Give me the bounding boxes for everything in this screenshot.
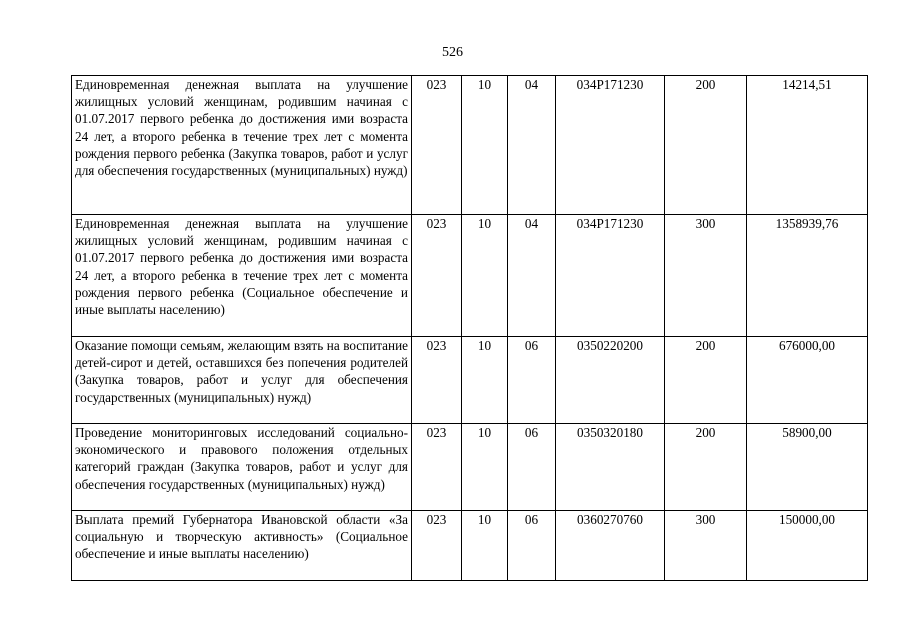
row-ministry-code: 023 xyxy=(412,511,462,581)
row-ministry-code: 023 xyxy=(412,215,462,337)
table-row xyxy=(72,76,868,215)
row-subsection-code: 06 xyxy=(508,337,556,424)
row-subsection-code: 04 xyxy=(508,76,556,215)
row-target-article: 0360270760 xyxy=(556,511,665,581)
row-target-article: 034P171230 xyxy=(556,215,665,337)
row-target-article: 0350220200 xyxy=(556,337,665,424)
row-description: Выплата премий Губернатора Ивановской области «За социальную и творческую активность» (Социальное обеспечение и иные выплаты населению) xyxy=(72,511,412,581)
row-description: Единовременная денежная выплата на улучшение жилищных условий женщинам, родившим начиная с 01.07.2017 первого ребенка до достижения ими возраста 24 лет, а второго ребенка в течение трех лет с момента рождения первого ребенка (Закупка товаров, работ и услуг для обеспечения государственных (муниципальных) нужд) xyxy=(72,76,412,215)
table-row xyxy=(72,215,868,337)
page-number: 526 xyxy=(442,45,463,60)
row-description: Проведение мониторинговых исследований социально-экономического и правового положения отдельных категорий граждан (Закупка товаров, работ и услуг для обеспечения государственных (муниципальных) нужд) xyxy=(72,424,412,511)
row-subsection-code: 04 xyxy=(508,215,556,337)
row-section-code: 10 xyxy=(462,215,508,337)
table-row xyxy=(72,424,868,511)
row-expense-type: 200 xyxy=(665,337,747,424)
row-amount: 1358939,76 xyxy=(747,215,868,337)
budget-table xyxy=(71,75,868,581)
row-target-article: 0350320180 xyxy=(556,424,665,511)
row-subsection-code: 06 xyxy=(508,511,556,581)
row-expense-type: 300 xyxy=(665,511,747,581)
row-expense-type: 300 xyxy=(665,215,747,337)
row-amount: 150000,00 xyxy=(747,511,868,581)
row-amount: 676000,00 xyxy=(747,337,868,424)
row-section-code: 10 xyxy=(462,337,508,424)
table-row xyxy=(72,337,868,424)
row-target-article: 034P171230 xyxy=(556,76,665,215)
row-section-code: 10 xyxy=(462,424,508,511)
table-row xyxy=(72,511,868,581)
row-section-code: 10 xyxy=(462,76,508,215)
row-expense-type: 200 xyxy=(665,76,747,215)
row-section-code: 10 xyxy=(462,511,508,581)
row-ministry-code: 023 xyxy=(412,76,462,215)
row-ministry-code: 023 xyxy=(412,337,462,424)
row-subsection-code: 06 xyxy=(508,424,556,511)
row-amount: 14214,51 xyxy=(747,76,868,215)
row-expense-type: 200 xyxy=(665,424,747,511)
row-description: Единовременная денежная выплата на улучшение жилищных условий женщинам, родившим начиная с 01.07.2017 первого ребенка до достижения ими возраста 24 лет, а второго ребенка в течение трех лет с момента рождения первого ребенка (Социальное обеспечение и иные выплаты населению) xyxy=(72,215,412,337)
row-ministry-code: 023 xyxy=(412,424,462,511)
row-amount: 58900,00 xyxy=(747,424,868,511)
row-description: Оказание помощи семьям, желающим взять на воспитание детей-сирот и детей, оставшихся без попечения родителей (Закупка товаров, работ и услуг для обеспечения государственных (муниципальных) нужд) xyxy=(72,337,412,424)
